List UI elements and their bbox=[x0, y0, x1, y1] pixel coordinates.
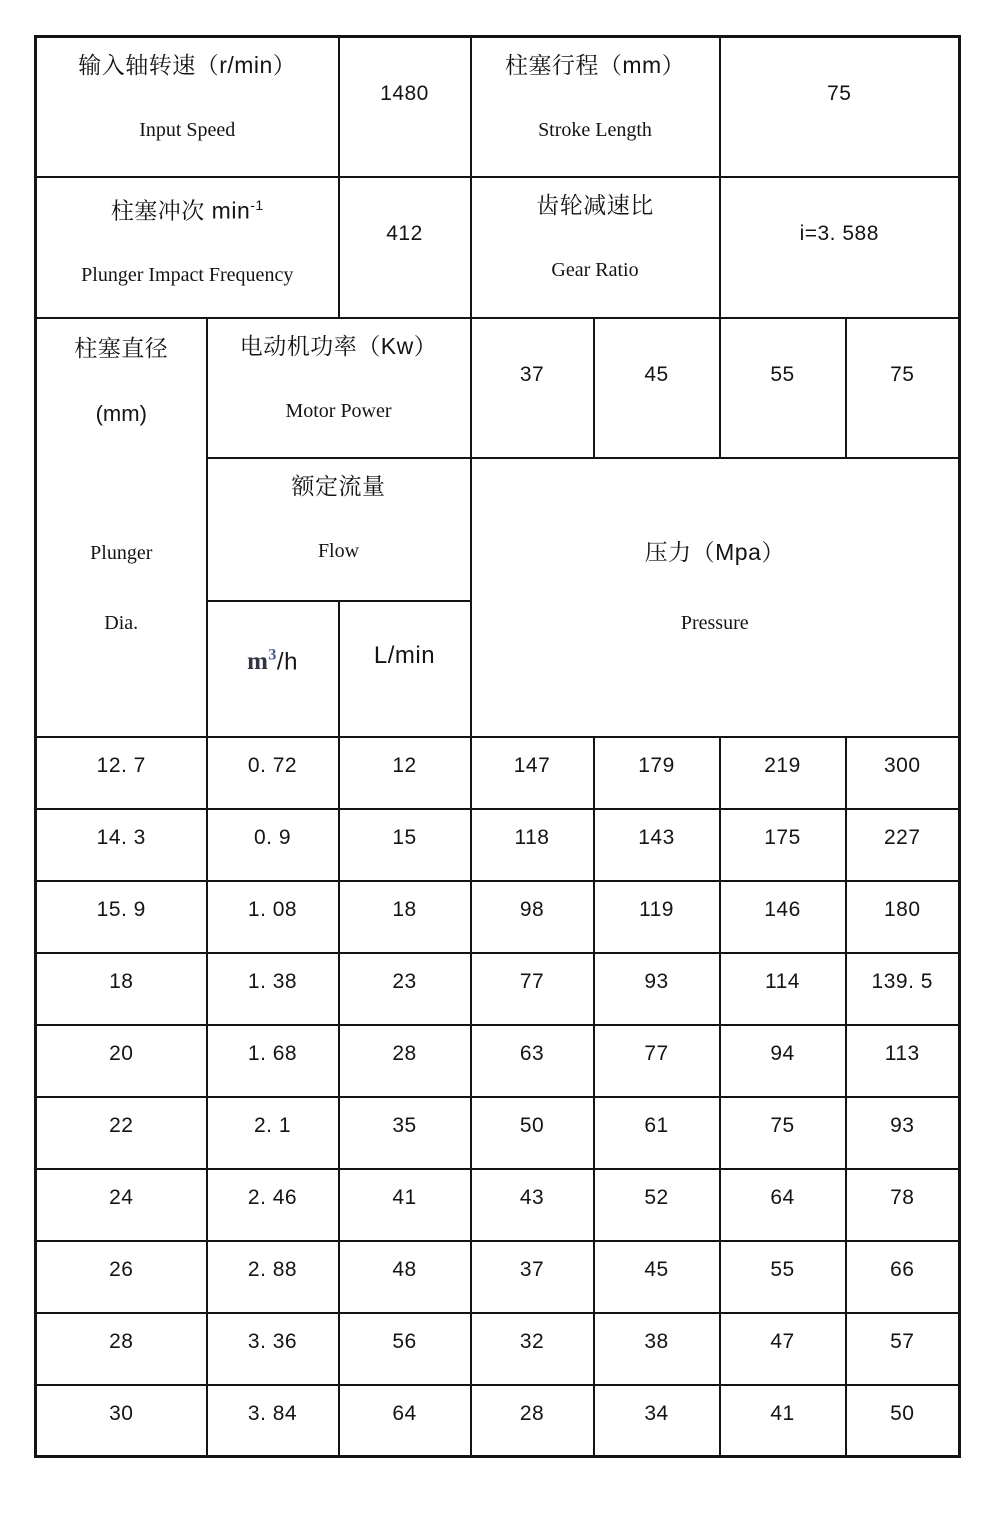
plunger-impact-label-en: Plunger Impact Frequency bbox=[81, 264, 294, 287]
p55-cell: 41 bbox=[720, 1385, 846, 1457]
p37-cell: 28 bbox=[471, 1385, 594, 1457]
gear-ratio-label-cn: 齿轮减速比 bbox=[536, 191, 654, 218]
motor-power-label-cn: 电动机功率（Kw） bbox=[239, 332, 438, 359]
flow-unit-m3h: $m^3/h$ bbox=[207, 601, 339, 737]
m3h-cell: 2. 1 bbox=[207, 1097, 339, 1169]
p37-cell: 37 bbox=[471, 1241, 594, 1313]
p75-cell: 93 bbox=[846, 1097, 960, 1169]
m3h-cell: 1. 08 bbox=[207, 881, 339, 953]
plunger-dia-label-en1: Plunger bbox=[90, 541, 153, 564]
flow-label-en: Flow bbox=[317, 539, 360, 562]
lmin-cell: 64 bbox=[339, 1385, 471, 1457]
input-speed-value: 1480 bbox=[339, 37, 471, 177]
lmin-cell: 56 bbox=[339, 1313, 471, 1385]
p55-cell: 219 bbox=[720, 737, 846, 809]
p55-cell: 75 bbox=[720, 1097, 846, 1169]
dia-cell: 22 bbox=[36, 1097, 207, 1169]
lmin-cell: 28 bbox=[339, 1025, 471, 1097]
table-row bbox=[36, 953, 960, 1025]
table-row bbox=[36, 1313, 960, 1385]
motor-power-45: 45 bbox=[594, 318, 720, 458]
plunger-impact-label-cn: 柱塞冲次 $\min^{-1}$ bbox=[110, 196, 264, 224]
p75-cell: 113 bbox=[846, 1025, 960, 1097]
p55-cell: 47 bbox=[720, 1313, 846, 1385]
p55-cell: 94 bbox=[720, 1025, 846, 1097]
min-exponent: -1 bbox=[250, 196, 264, 213]
p45-cell: 93 bbox=[594, 953, 720, 1025]
m3h-cell: 2. 88 bbox=[207, 1241, 339, 1313]
plunger-impact-header bbox=[36, 177, 339, 318]
lmin-cell: 23 bbox=[339, 953, 471, 1025]
table-row bbox=[36, 1097, 960, 1169]
table-row bbox=[36, 881, 960, 953]
input-speed-header bbox=[36, 37, 339, 177]
input-speed-label-en: Input Speed bbox=[139, 119, 236, 141]
p75-cell: 227 bbox=[846, 809, 960, 881]
lmin-cell: 35 bbox=[339, 1097, 471, 1169]
m3-unit: $m^3$ bbox=[247, 646, 277, 675]
p37-cell: 98 bbox=[471, 881, 594, 953]
dia-cell: 24 bbox=[36, 1169, 207, 1241]
p75-cell: 139. 5 bbox=[846, 953, 960, 1025]
stroke-length-header bbox=[471, 37, 720, 177]
p45-cell: 119 bbox=[594, 881, 720, 953]
flow-header bbox=[207, 458, 471, 601]
plunger-dia-label-en2: Dia. bbox=[104, 611, 139, 634]
plunger-dia-unit: (mm) bbox=[95, 400, 147, 426]
m3h-cell: 1. 38 bbox=[207, 953, 339, 1025]
dia-cell: 30 bbox=[36, 1385, 207, 1457]
motor-power-75: 75 bbox=[846, 318, 960, 458]
gear-ratio-value: i=3. 588 bbox=[720, 177, 960, 318]
flow-unit-lmin: L/min bbox=[339, 601, 471, 737]
p55-cell: 175 bbox=[720, 809, 846, 881]
table-row bbox=[36, 809, 960, 881]
p75-cell: 57 bbox=[846, 1313, 960, 1385]
lmin-cell: 12 bbox=[339, 737, 471, 809]
input-speed-label-cn: 输入轴转速（r/min） bbox=[78, 52, 297, 78]
p45-cell: 38 bbox=[594, 1313, 720, 1385]
stroke-length-value: 75 bbox=[720, 37, 960, 177]
p45-cell: 34 bbox=[594, 1385, 720, 1457]
p45-cell: 61 bbox=[594, 1097, 720, 1169]
lmin-cell: 48 bbox=[339, 1241, 471, 1313]
p75-cell: 180 bbox=[846, 881, 960, 953]
m3h-cell: 0. 72 bbox=[207, 737, 339, 809]
table-row bbox=[36, 1025, 960, 1097]
p37-cell: 32 bbox=[471, 1313, 594, 1385]
p75-cell: 66 bbox=[846, 1241, 960, 1313]
motor-power-55: 55 bbox=[720, 318, 846, 458]
p45-cell: 143 bbox=[594, 809, 720, 881]
lmin-cell: 41 bbox=[339, 1169, 471, 1241]
plunger-dia-label-cn: 柱塞直径 bbox=[74, 334, 169, 361]
p55-cell: 146 bbox=[720, 881, 846, 953]
stroke-length-label-en: Stroke Length bbox=[538, 119, 652, 141]
motor-power-header bbox=[207, 318, 471, 458]
m3h-cell: 0. 9 bbox=[207, 809, 339, 881]
p75-cell: 50 bbox=[846, 1385, 960, 1457]
plunger-dia-header bbox=[36, 318, 207, 737]
dia-cell: 26 bbox=[36, 1241, 207, 1313]
dia-cell: 12. 7 bbox=[36, 737, 207, 809]
p37-cell: 50 bbox=[471, 1097, 594, 1169]
p55-cell: 55 bbox=[720, 1241, 846, 1313]
p45-cell: 179 bbox=[594, 737, 720, 809]
p37-cell: 63 bbox=[471, 1025, 594, 1097]
m3h-cell: 2. 46 bbox=[207, 1169, 339, 1241]
motor-power-label-en: Motor Power bbox=[285, 399, 392, 422]
gear-ratio-header bbox=[471, 177, 720, 318]
table-row bbox=[36, 1169, 960, 1241]
p37-cell: 43 bbox=[471, 1169, 594, 1241]
table-row bbox=[36, 1385, 960, 1457]
gear-ratio-label-en: Gear Ratio bbox=[551, 258, 639, 281]
plunger-impact-value: 412 bbox=[339, 177, 471, 318]
p45-cell: 52 bbox=[594, 1169, 720, 1241]
lmin-cell: 15 bbox=[339, 809, 471, 881]
p55-cell: 114 bbox=[720, 953, 846, 1025]
m3h-cell: 3. 36 bbox=[207, 1313, 339, 1385]
p55-cell: 64 bbox=[720, 1169, 846, 1241]
lmin-cell: 18 bbox=[339, 881, 471, 953]
flow-label-cn: 额定流量 bbox=[291, 472, 386, 499]
dia-cell: 20 bbox=[36, 1025, 207, 1097]
dia-cell: 15. 9 bbox=[36, 881, 207, 953]
m3h-cell: 3. 84 bbox=[207, 1385, 339, 1457]
dia-cell: 14. 3 bbox=[36, 809, 207, 881]
table-row bbox=[36, 737, 960, 809]
dia-cell: 18 bbox=[36, 953, 207, 1025]
pump-spec-table bbox=[34, 35, 961, 1458]
p37-cell: 77 bbox=[471, 953, 594, 1025]
p37-cell: 118 bbox=[471, 809, 594, 881]
p75-cell: 78 bbox=[846, 1169, 960, 1241]
table-row bbox=[36, 1241, 960, 1313]
m3h-cell: 1. 68 bbox=[207, 1025, 339, 1097]
motor-power-37: 37 bbox=[471, 318, 594, 458]
p45-cell: 77 bbox=[594, 1025, 720, 1097]
pressure-label-en: Pressure bbox=[680, 611, 749, 634]
p45-cell: 45 bbox=[594, 1241, 720, 1313]
stroke-length-label-cn: 柱塞行程（mm） bbox=[504, 52, 686, 78]
pressure-label-cn: 压力（Mpa） bbox=[644, 538, 785, 565]
p75-cell: 300 bbox=[846, 737, 960, 809]
p37-cell: 147 bbox=[471, 737, 594, 809]
dia-cell: 28 bbox=[36, 1313, 207, 1385]
pressure-header bbox=[471, 458, 960, 737]
